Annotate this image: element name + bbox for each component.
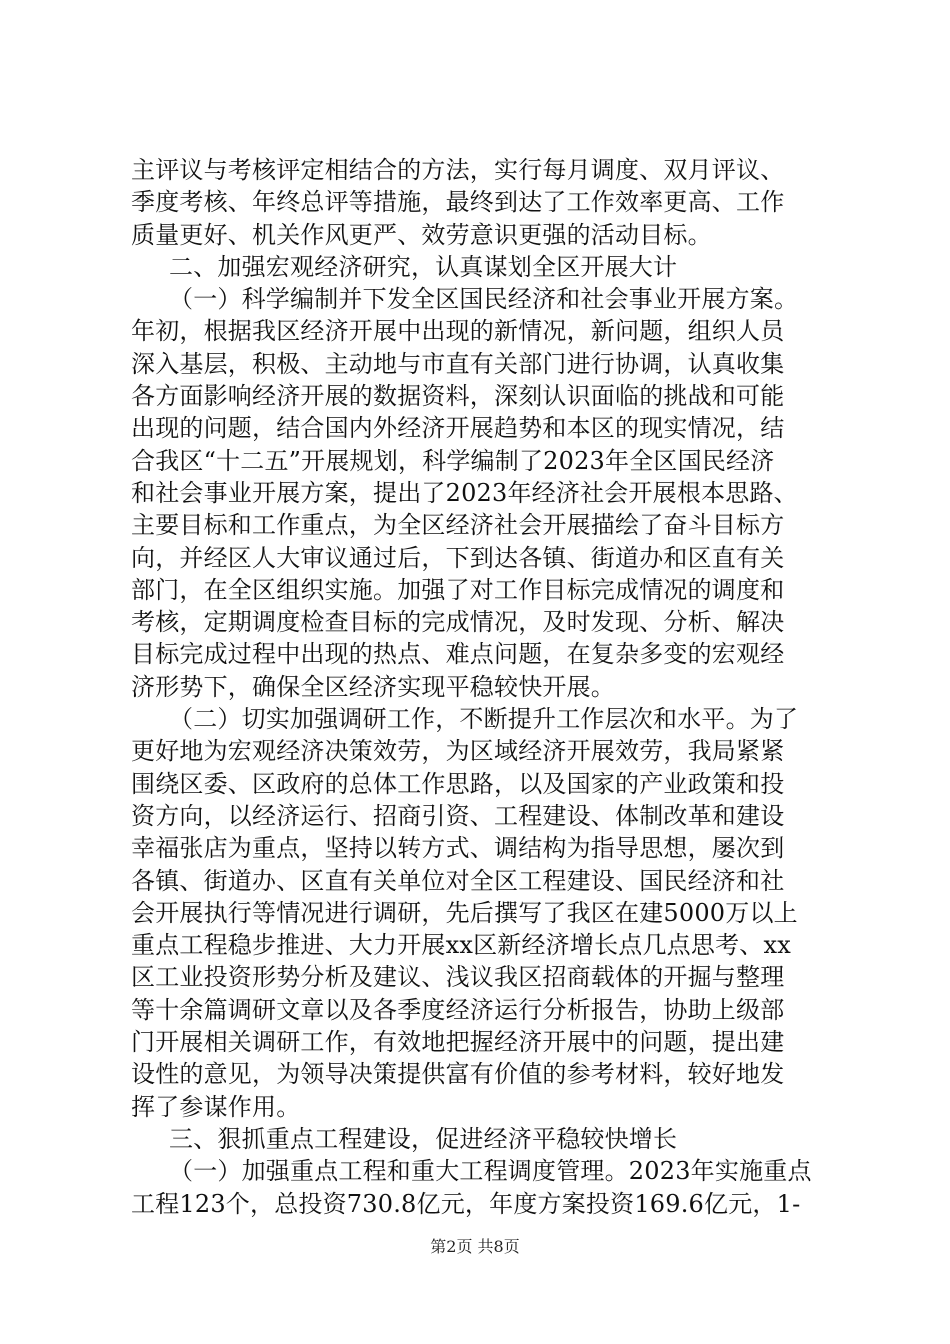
page-number-footer: 第2页 共8页 <box>430 1237 520 1256</box>
text-line: 更好地为宏观经济决策效劳，为区域经济开展效劳，我局紧紧 <box>131 737 785 766</box>
text-line: 设性的意见，为领导决策提供富有价值的参考材料，较好地发 <box>131 1060 785 1089</box>
subsection-heading: （一）加强重点工程和重大工程调度管理。2023年实施重点 <box>169 1157 812 1186</box>
text-line: 各镇、街道办、区直有关单位对全区工程建设、国民经济和社 <box>131 866 785 895</box>
text-line: 合我区“十二五”开展规划，科学编制了2023年全区国民经济 <box>131 446 775 475</box>
text-line: 目标完成过程中出现的热点、难点问题，在复杂多变的宏观经 <box>131 640 785 669</box>
text-line: 和社会事业开展方案，提出了2023年经济社会开展根本思路、 <box>131 478 798 507</box>
text-line: 区工业投资形势分析及建议、浅议我区招商载体的开掘与整理 <box>131 963 785 992</box>
text-line: 幸福张店为重点，坚持以转方式、调结构为指导思想，屡次到 <box>131 834 785 863</box>
text-line: 深入基层，积极、主动地与市直有关部门进行协调，认真收集 <box>131 349 785 378</box>
text-line: 考核，定期调度检查目标的完成情况，及时发现、分析、解决 <box>131 608 785 637</box>
text-line: 季度考核、年终总评等措施，最终到达了工作效率更高、工作 <box>131 188 785 217</box>
text-line: 工程123个，总投资730.8亿元，年度方案投资169.6亿元，1- <box>131 1189 801 1218</box>
section-heading-2: 二、加强宏观经济研究，认真谋划全区开展大计 <box>169 252 678 281</box>
text-line: 出现的问题，结合国内外经济开展趋势和本区的现实情况，结 <box>131 414 785 443</box>
text-line: 济形势下，确保全区经济实现平稳较快开展。 <box>131 672 615 701</box>
text-line: 围绕区委、区政府的总体工作思路，以及国家的产业政策和投 <box>131 769 785 798</box>
text-line: 质量更好、机关作风更严、效劳意识更强的活动目标。 <box>131 220 712 249</box>
text-line: 重点工程稳步推进、大力开展xx区新经济增长点几点思考、xx <box>131 931 791 960</box>
text-line: 挥了参谋作用。 <box>131 1092 301 1121</box>
document-body <box>131 154 831 1220</box>
text-line: 主要目标和工作重点，为全区经济社会开展描绘了奋斗目标方 <box>131 511 785 540</box>
subsection-heading: （二）切实加强调研工作，不断提升工作层次和水平。为了 <box>169 705 799 734</box>
text-line: 会开展执行等情况进行调研，先后撰写了我区在建5000万以上 <box>131 898 798 927</box>
text-line: 年初，根据我区经济开展中出现的新情况，新问题，组织人员 <box>131 317 785 346</box>
text-line: 各方面影响经济开展的数据资料，深刻认识面临的挑战和可能 <box>131 382 785 411</box>
text-line: 向，并经区人大审议通过后，下到达各镇、街道办和区直有关 <box>131 543 785 572</box>
text-line: 部门，在全区组织实施。加强了对工作目标完成情况的调度和 <box>131 575 785 604</box>
text-line: 资方向，以经济运行、招商引资、工程建设、体制改革和建设 <box>131 801 785 830</box>
section-heading-3: 三、狠抓重点工程建设，促进经济平稳较快增长 <box>169 1124 678 1153</box>
subsection-heading: （一）科学编制并下发全区国民经济和社会事业开展方案。 <box>169 285 799 314</box>
text-line: 门开展相关调研工作，有效地把握经济开展中的问题，提出建 <box>131 1028 785 1057</box>
text-line: 主评议与考核评定相结合的方法，实行每月调度、双月评议、 <box>131 156 785 184</box>
text-line: 等十余篇调研文章以及各季度经济运行分析报告，协助上级部 <box>131 995 785 1024</box>
